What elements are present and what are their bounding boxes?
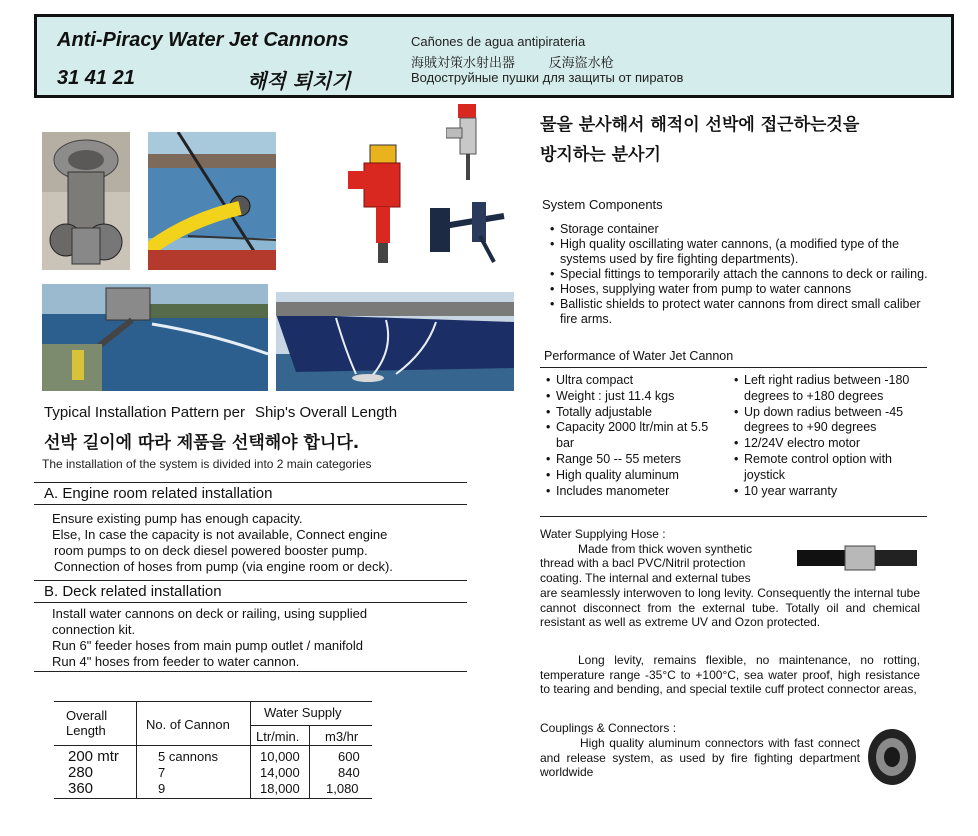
product-code: 31 41 21 [57,67,135,89]
korean-description [540,110,859,170]
title-japanese: 海賊対策水射出器 [411,55,516,70]
title-banner [34,14,954,98]
caption-korean: 선박 길이에 따라 제품을 선택해야 합니다. [44,433,360,453]
section-a-line: room pumps to on deck diesel powered booster pump. [54,543,368,558]
section-b-line: Run 4" hoses from feeder to water cannon. [52,654,300,669]
installation-caption [44,404,397,421]
product-title-korean: 해적 퇴치기 [247,69,351,93]
section-b-line: connection kit. [52,622,136,637]
title-chinese: 反海盜水枪 [548,55,614,70]
hose-text-line: Made from thick woven synthetic [578,542,753,556]
table-cell-ltr: 18,000 [260,781,300,796]
list-item: • Ballistic shields to protect water cannons from direct small caliber fire arms. [550,297,932,327]
list-item: • Totally adjustable [546,405,726,421]
section-a-line: Ensure existing pump has enough capacity. [52,511,303,526]
section-b-body [52,606,472,670]
performance-list-left [546,373,726,499]
performance-title: Performance of Water Jet Cannon [544,349,734,363]
system-components-list [550,222,932,327]
mounting-bracket-photo [424,196,508,266]
list-item: • Ultra compact [546,373,726,389]
list-item: • Hoses, supplying water from pump to water cannons [550,282,932,297]
table-cell-cannons: 5 cannons [158,749,218,764]
red-cannon-photo [348,135,420,267]
title-spanish: Cañones de agua antipirateria [411,34,586,49]
table-cell-cannons: 7 [158,765,166,780]
cannon-on-deck-photo [148,132,276,270]
table-rule [250,701,251,798]
coupling-photo [866,726,918,788]
table-cell-m3: 600 [338,749,360,764]
list-item: • Special fittings to temporarily attach the cannons to deck or railing. [550,267,932,282]
korean-description-line: 방지하는 분사기 [540,145,661,165]
title-asian [411,52,644,71]
performance-list-right [734,373,924,499]
table-header-m3: m3/hr [325,729,359,744]
list-item: • 10 year warranty [734,484,924,500]
product-title: Anti-Piracy Water Jet Cannons [57,29,349,51]
list-item: • Left right radius between -180 degrees to +180 degrees [734,373,924,405]
section-a-body [52,511,472,575]
list-item: • Up down radius between -45 degrees to +90 degrees [734,405,924,437]
table-header-water: Water Supply [264,705,342,720]
title-russian: Водоструйные пушки для защиты от пиратов [411,70,684,85]
table-cell-length: 360 [68,780,94,797]
hose-photo [795,538,919,578]
table-rule [136,701,137,798]
table-header-ltr: Ltr/min. [256,729,300,744]
water-jet-spraying-photo [42,284,268,391]
table-cell-length: 280 [68,764,94,781]
list-item: • Storage container [550,222,932,237]
system-components-title: System Components [542,197,663,212]
table-cell-cannons: 9 [158,781,166,796]
section-b-bottom-rule [34,671,467,672]
korean-description-line: 물을 분사해서 해적이 선박에 접근하는것을 [540,115,860,135]
table-header-length-1: Overall [66,708,108,723]
hose-text-line: thread with a bacl PVC/Nitril protection [540,556,746,570]
performance-rule [540,367,927,368]
list-item: • Includes manometer [546,484,726,500]
section-a-line: Else, In case the capacity is not available, Connect engine [52,527,388,542]
list-item: • Remote control option with joystick [734,452,924,484]
list-item: • High quality aluminum [546,468,726,484]
table-cell-ltr: 10,000 [260,749,300,764]
section-a-heading: A. Engine room related installation [34,482,467,505]
section-a-line: Connection of hoses from pump (via engine room or deck). [54,559,393,574]
table-rule [54,798,372,799]
table-header-cannon: No. of Cannon [146,717,230,732]
performance-rule [540,516,927,517]
division-note: The installation of the system is divided into 2 main categories [42,457,372,471]
section-b-line: Run 6" feeder hoses from main pump outlet / manifold [52,638,363,653]
section-b-line: Install water cannons on deck or railing, using supplied [52,606,368,621]
table-rule [309,725,310,798]
hose-text-line: coating. The internal and external tubes [540,571,751,585]
table-cell-m3: 840 [338,765,360,780]
coupling-title: Couplings & Connectors : [540,721,677,735]
list-item: • High quality oscillating water cannons, (a modified type of the systems used by fire fighting departments). [550,237,932,267]
section-b-heading: B. Deck related installation [34,580,467,603]
list-item: • Weight : just 11.4 kgs [546,389,726,405]
tanker-ship-photo [276,292,514,391]
table-cell-m3: 1,080 [326,781,359,796]
hose-title: Water Supplying Hose : [540,527,666,541]
cannon-nozzle-photo [42,132,130,270]
caption-part-b: Ship's Overall Length [254,404,398,421]
hose-text-body: are seamlessly interwoven to long levity. Consequently the internal tube cannot disconnect from the external tube. Totally oil and chemical resistant as well as extreme UV and Ozon protected. [540,586,920,629]
table-cell-ltr: 14,000 [260,765,300,780]
table-header-length-2: Length [66,723,106,738]
list-item: • 12/24V electro motor [734,436,924,452]
table-cell-length: 200 mtr [68,748,119,765]
table-rule [54,701,372,702]
small-cannon-photo [446,104,490,182]
table-rule [250,725,372,726]
list-item: • Capacity 2000 ltr/min at 5.5 bar [546,420,726,452]
caption-part-a: Typical Installation Pattern per [44,404,245,421]
table-rule [54,745,372,746]
coupling-text: High quality aluminum connectors with fast connect and release system, as used by fire fighting department worldwide [540,736,860,779]
hose-text-body-2: Long levity, remains flexible, no maintenance, no rotting, temperature range -35°C to +100°C, sea water proof, high resistance to tearing and bending, and special textile cuff protect connector areas, [540,653,920,696]
list-item: • Range 50 -- 55 meters [546,452,726,468]
